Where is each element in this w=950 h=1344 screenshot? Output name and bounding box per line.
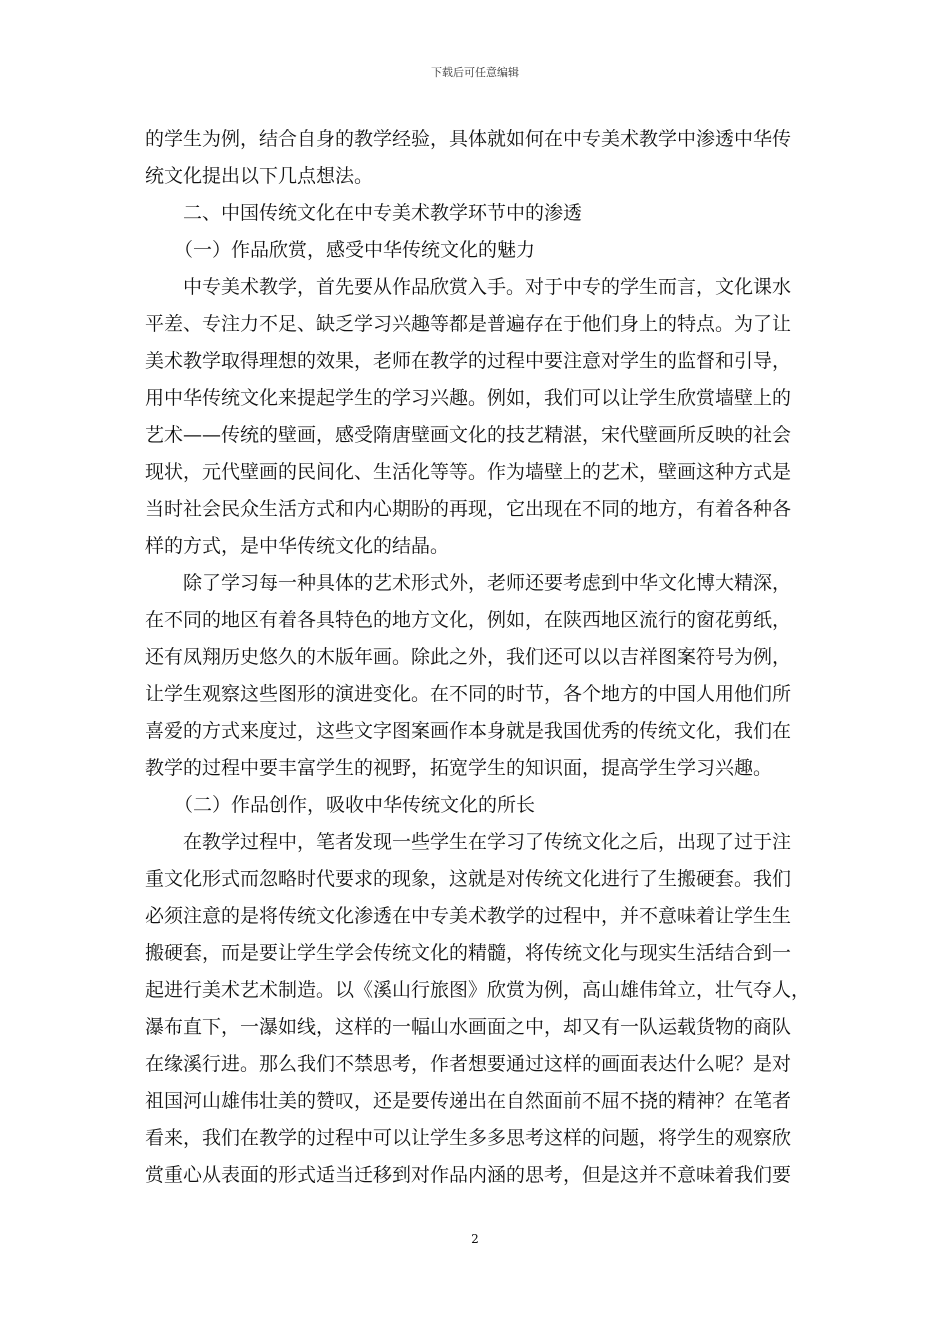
body-line: 当时社会民众生活方式和内心期盼的再现，它出现在不同的地方，有着各种各 [145,498,792,520]
body-line: 重文化形式而忽略时代要求的现象，这就是对传统文化进行了生搬硬套。我们 [145,868,792,890]
body-line: 美术教学取得理想的效果，老师在教学的过程中要注意对学生的监督和引导， [145,350,792,372]
body-line: 让学生观察这些图形的演进变化。在不同的时节，各个地方的中国人用他们所 [145,683,792,705]
body-line: 现状，元代壁画的民间化、生活化等等。作为墙壁上的艺术，壁画这种方式是 [145,461,792,483]
body-line: 祖国河山雄伟壮美的赞叹，还是要传递出在自然面前不屈不挠的精神？在笔者 [145,1090,792,1112]
paragraph-first-line: 中专美术教学，首先要从作品欣赏入手。对于中专的学生而言，文化课水 [183,276,792,298]
body-line: 看来，我们在教学的过程中可以让学生多多思考这样的问题，将学生的观察欣 [145,1127,792,1149]
body-line: 样的方式，是中华传统文化的结晶。 [145,535,450,557]
body-line: 在缘溪行进。那么我们不禁思考，作者想要通过这样的画面表达什么呢？是对 [145,1053,792,1075]
page-number: 2 [471,1232,479,1246]
subsection-heading: （二）作品创作，吸收中华传统文化的所长 [174,794,536,816]
body-line: 教学的过程中要丰富学生的视野，拓宽学生的知识面，提高学生学习兴趣。 [145,757,773,779]
body-line: 瀑布直下，一瀑如线，这样的一幅山水画面之中，却又有一队运载货物的商队 [145,1016,792,1038]
body-line: 起进行美术艺术制造。以《溪山行旅图》欣赏为例，高山雄伟耸立，壮气夺人， [145,979,811,1001]
body-line: 赏重心从表面的形式适当迁移到对作品内涵的思考，但是这并不意味着我们要 [145,1164,792,1186]
body-line: 统文化提出以下几点想法。 [145,165,374,187]
body-line: 用中华传统文化来提起学生的学习兴趣。例如，我们可以让学生欣赏墙壁上的 [145,387,792,409]
paragraph-first-line: 在教学过程中，笔者发现一些学生在学习了传统文化之后，出现了过于注 [183,831,792,853]
body-line: 还有凤翔历史悠久的木版年画。除此之外，我们还可以以吉祥图案符号为例， [145,646,792,668]
body-line: 平差、专注力不足、缺乏学习兴趣等都是普遍存在于他们身上的特点。为了让 [145,313,792,335]
paragraph-first-line: 除了学习每一种具体的艺术形式外，老师还要考虑到中华文化博大精深， [183,572,792,594]
body-line: 必须注意的是将传统文化渗透在中专美术教学的过程中，并不意味着让学生生 [145,905,792,927]
body-line: 艺术——传统的壁画，感受隋唐壁画文化的技艺精湛，宋代壁画所反映的社会 [145,424,792,446]
section-heading: 二、中国传统文化在中专美术教学环节中的渗透 [183,202,583,224]
body-line: 的学生为例，结合自身的教学经验，具体就如何在中专美术教学中渗透中华传 [145,128,792,150]
document-body [145,121,812,1194]
body-line: 喜爱的方式来度过，这些文字图案画作本身就是我国优秀的传统文化，我们在 [145,720,792,742]
page-header: 下载后可任意编辑 [431,66,519,79]
subsection-heading: （一）作品欣赏，感受中华传统文化的魅力 [174,239,536,261]
body-line: 在不同的地区有着各具特色的地方文化，例如，在陕西地区流行的窗花剪纸， [145,609,792,631]
body-line: 搬硬套，而是要让学生学会传统文化的精髓，将传统文化与现实生活结合到一 [145,942,792,964]
